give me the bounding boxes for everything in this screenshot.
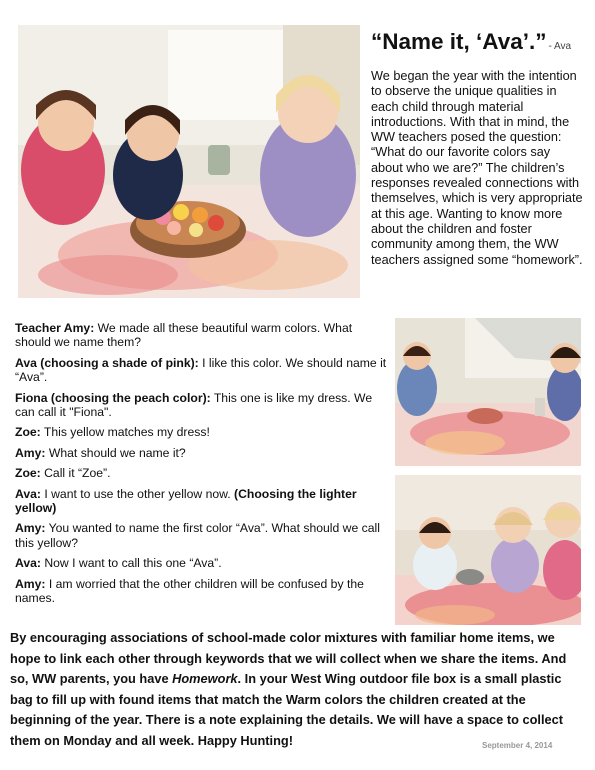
dialogue-line bbox=[15, 556, 390, 570]
side-photo-three-children bbox=[395, 475, 581, 625]
dialogue-text: I want to use the other yellow now. bbox=[40, 486, 235, 501]
dialogue-text: This one is like my dress. We can call it "Fiona". bbox=[15, 390, 373, 420]
dialogue-line bbox=[15, 446, 390, 460]
closing-homework-emphasis: Homework bbox=[172, 671, 238, 686]
dialogue-line bbox=[15, 356, 390, 385]
side-photo-painting-table bbox=[395, 318, 581, 466]
dialogue-text: We made all these beautiful warm colors. What should we name them? bbox=[15, 321, 353, 350]
dialogue-stage-direction: (Choosing the lighter yellow) bbox=[15, 486, 357, 516]
dialogue-line bbox=[15, 521, 390, 550]
dialogue-text: What should we name it? bbox=[45, 445, 186, 460]
main-photo-children-painting bbox=[18, 25, 360, 298]
date-stamp: September 4, 2014 bbox=[482, 741, 553, 750]
dialogue-speaker: Ava: bbox=[15, 486, 41, 501]
dialogue-line bbox=[15, 487, 390, 516]
dialogue-speaker: Teacher Amy: bbox=[15, 321, 95, 335]
closing-paragraph bbox=[10, 628, 585, 751]
headline-credit: - Ava bbox=[548, 41, 572, 52]
dialogue-text: You wanted to name the first color “Ava”. What should we call this yellow? bbox=[15, 521, 380, 550]
closing-text-1: By encouraging associations of school-made color mixtures with familiar home items, we hope to link each other through keywords that we will collect when we share the items. And so, WW parents, you have bbox=[10, 630, 567, 686]
dialogue-speaker: Ava: bbox=[15, 556, 41, 571]
dialogue-speaker: Zoe: bbox=[15, 466, 41, 481]
dialogue-text: Now I want to call this one “Ava”. bbox=[40, 556, 222, 571]
dialogue-speaker: Fiona (choosing the peach color): bbox=[15, 390, 211, 405]
dialogue-text: I am worried that the other children will be confused by the names. bbox=[15, 576, 364, 606]
dialogue-speaker: Amy: bbox=[15, 521, 46, 536]
dialogue-speaker: Amy: bbox=[15, 576, 46, 591]
closing-text-2: . In your West Wing outdoor file box is a small plastic bag to fill up with found items that match the Warm colors the children created at the beginning of the year. There is a note explaining the details. We will have a space to collect them on Monday and all week. Happy Hunting! bbox=[10, 671, 564, 748]
dialogue-line bbox=[15, 391, 390, 420]
dialogue-text: Call it “Zoe”. bbox=[40, 466, 111, 481]
dialogue-speaker: Zoe: bbox=[15, 425, 41, 440]
dialogue-speaker: Amy: bbox=[15, 445, 46, 460]
dialogue-text: I like this color. We should name it “Ava”. bbox=[15, 355, 387, 385]
dialogue-speaker: Ava (choosing a shade of pink): bbox=[15, 355, 199, 370]
dialogue-line bbox=[15, 466, 390, 480]
dialogue-line bbox=[15, 577, 390, 606]
dialogue-line bbox=[15, 321, 390, 350]
intro-paragraph: We began the year with the intention to observe the unique qualities in each child through material introductions. With that in mind, the WW teachers posed the question: “What do our favorite colors say about who we are?” The children’s responses revealed connections with themselves, which is very appropriate at this age. Wanting to know more about the children and foster community among them, the WW teachers assigned some “homework”. bbox=[371, 69, 583, 267]
headline bbox=[371, 28, 585, 61]
dialogue-transcript bbox=[15, 321, 390, 612]
dialogue-text: This yellow matches my dress! bbox=[40, 425, 210, 440]
headline-quote: “Name it, ‘Ava’.” bbox=[371, 29, 547, 54]
intro-block bbox=[371, 28, 585, 268]
dialogue-line bbox=[15, 425, 390, 439]
